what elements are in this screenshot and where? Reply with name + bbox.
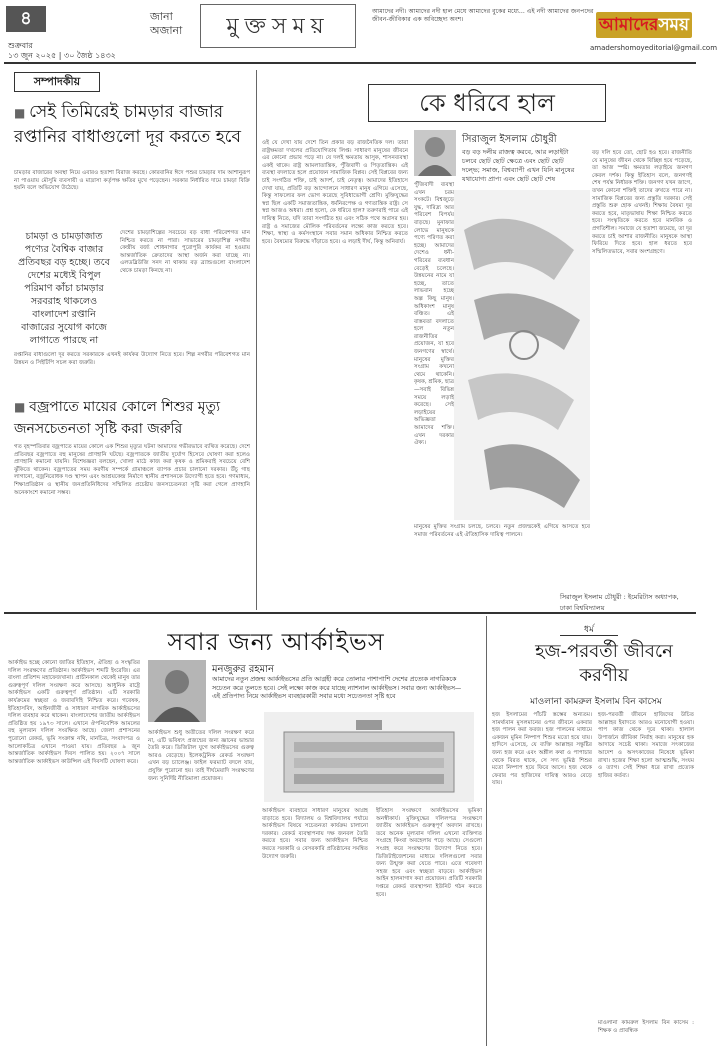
main-article-col-1: ওই যে দেখা যায় দেশে তিন প্রকার বড় রাজনৈতিক দল। তারা রাষ্ট্রক্ষমতা দখলের প্রতিযোগিতায় লিপ্ত। সাধারণ মানুষের জীবনে এর কোনো প্রভাব পড়ে না। যে দলই ক্ষমতায় আসুক, শাসনব্যবস্থা একই থাকে। রাষ্ট্র আমলাতান্ত্রিক, পুঁজিবাদী ও পিতৃতান্ত্রিক। এই ব্যবস্থা বদলাতে হলে প্রয়োজন সামাজিক বিপ্লব। সেই বিপ্লবের জন্য চাই সংগঠিত শক্তি, চাই আদর্শ, চাই নেতৃত্ব। আমাদের ইতিহাসে দেখা যায়, প্রতিটি বড় আন্দোলনে সাধারণ মানুষ এগিয়ে এসেছে, কিন্তু সাফল্যের ফল ভোগ করেছে সুবিধাভোগী শ্রেণি। মুক্তিযুদ্ধের স্বপ্ন ছিল একটি সমাজতান্ত্রিক, ধর্মনিরপেক্ষ ও গণতান্ত্রিক রাষ্ট্র। সে স্বপ্ন আজও অধরা। প্রশ্ন হলো, কে ধরিবে হাল? তরুণরাই পারে এই দায়িত্ব নিতে, যদি তারা সংগঠিত হয় এবং সঠিক পথে অগ্রসর হয়। রাষ্ট্র ও সমাজের মৌলিক পরিবর্তনের লক্ষ্যে কাজ করতে হবে। শিক্ষা, স্বাস্থ্য ও কর্মসংস্থানে সবার সমান অধিকার নিশ্চিত করতে হবে। বৈষম্যের বিরুদ্ধে দাঁড়াতে হবে। এ লড়াই দীর্ঘ, কিন্তু অনিবার্য। <box>262 140 408 245</box>
editorial-body-4: গত বৃহস্পতিবার বজ্রপাতে মায়ের কোলে এক শিশুর মৃত্যুর ঘটনা আমাদের গভীরভাবে ব্যথিত করেছে। দেশে প্রতিবছর বজ্রপাতে বহু মানুষের প্রাণহানি ঘটছে। বজ্রপাতকে জাতীয় দুর্যোগ হিসেবে ঘোষণা করা হলেও প্রাণহানি কমানো যায়নি। বিশেষজ্ঞরা বলছেন, খোলা মাঠে কাজ করা কৃষক ও শ্রমিকরাই সবচেয়ে বেশি ঝুঁকিতে থাকেন। বজ্রপাতের সময় করণীয় সম্পর্কে গ্রামাঞ্চলে ব্যাপক প্রচার চালানো দরকার। উঁচু গাছ লাগানো, বজ্রনিরোধক দণ্ড স্থাপন এবং আশ্রয়কেন্দ্র নির্মাণে স্থানীয় প্রশাসনকে উদ্যোগী হতে হবে। গণমাধ্যম, শিক্ষাপ্রতিষ্ঠান ও স্থানীয় জনপ্রতিনিধিদের সম্মিলিত প্রচেষ্টায় জনসচেতনতা সৃষ্টি করা গেলে প্রাণহানি অনেকাংশে কমানো সম্ভব। <box>14 444 250 496</box>
archives-col-3: আর্কাইভস ব্যবহারে সাধারণ মানুষের আগ্রহ বাড়াতে হবে। বিদ্যালয় ও বিশ্ববিদ্যালয় পর্যায়ে আর্কাইভস বিষয়ে সচেতনতা কার্যক্রম চালানো দরকার। রেকর্ড ব্যবস্থাপনায় দক্ষ জনবল তৈরি করতে হবে। সবার জন্য আর্কাইভস নিশ্চিত করতে সরকারি ও বেসরকারি প্রতিষ্ঠানের সমন্বিত উদ্যোগ জরুরি। <box>262 808 368 860</box>
section-title: মুক্তসময় <box>200 4 356 48</box>
archives-headline: সবার জন্য আর্কাইভস <box>167 628 385 656</box>
page-header <box>0 0 717 64</box>
religion-author: মাওলানা কামরুল ইসলাম বিন কাসেম <box>530 697 662 707</box>
logo-part1: আমাদের <box>599 15 659 35</box>
square-bullet-icon: ■ <box>14 400 30 414</box>
person-silhouette-icon <box>414 130 456 176</box>
main-article-byline: সিরাজুল ইসলাম চৌধুরী : ইমেরিটাস অধ্যাপক, ঢাকা বিশ্ববিদ্যালয় <box>560 593 679 612</box>
hands-illustration <box>454 190 590 520</box>
archives-author: মনজুরুর রহমান <box>212 664 274 675</box>
column-divider <box>486 616 487 1046</box>
editorial-headline <box>14 100 250 149</box>
archives-author-photo <box>148 660 206 722</box>
page-number: ৪ <box>6 6 46 32</box>
religion-author-footer: মাওলানা কামরুল ইসলাম বিন কাসেম : শিক্ষক ও প্রাবন্ধিক <box>598 1020 694 1034</box>
editorial-email[interactable]: amadershomoyeditorial@gmail.com <box>590 44 717 52</box>
main-article-col-3: বড় দলি হবে তো, ছোট হও হবে। রাজনীতি যে মানুষের জীবন থেকে বিচ্ছিন্ন হয়ে পড়েছে, তা আজ স্পষ্ট। ক্ষমতার লড়াইয়ে জনগণ কেবল দর্শক। কিন্তু ইতিহাস বলে, জনগণই শেষ পর্যন্ত নির্ধারক শক্তি। জনগণ যখন জাগে, তখন কোনো শক্তিই তাদের রুখতে পারে না। সামাজিক বিপ্লবের জন্য প্রস্তুতি দরকার। সেই প্রস্তুতি শুরু হোক এখনই। শিক্ষায় বৈষম্য দূর করতে হবে, মাতৃভাষায় শিক্ষা নিশ্চিত করতে হবে। সংস্কৃতিকে করতে হবে মানবিক ও প্রগতিশীল। সমাজে যে হতাশা জমেছে, তা দূর করতে চাই আশার রাজনীতি। মানুষকে আস্থা ফিরিয়ে দিতে হবে। হাল ধরতে হবে সম্মিলিতভাবে, সবার অংশগ্রহণে। <box>592 150 692 255</box>
archives-col-4: ইতিহাস সংরক্ষণে আর্কাইভসের ভূমিকা অনস্বীকার্য। মুক্তিযুদ্ধের দলিলপত্র সংরক্ষণে জাতীয় আর্কাইভস গুরুত্বপূর্ণ অবদান রাখছে। তবে অনেক মূল্যবান দলিল এখনো ব্যক্তিগত সংগ্রহে কিংবা অবহেলায় পড়ে আছে। সেগুলো সংগ্রহ করে সংরক্ষণের উদ্যোগ নিতে হবে। ডিজিটাইজেশনের মাধ্যমে দলিলগুলো সবার জন্য উন্মুক্ত করা যেতে পারে। এতে গবেষণা সহজ হবে এবং স্বচ্ছতা বাড়বে। আর্কাইভস আইন হালনাগাদ করা প্রয়োজন। প্রতিটি সরকারি দপ্তরে রেকর্ড ব্যবস্থাপনা ইউনিট গঠন করতে হবে। <box>376 808 482 898</box>
author-photo <box>414 130 456 176</box>
editorial-body-3: রপ্তানির বাধাগুলো দূর করতে সরকারকে এখনই কার্যকর উদ্যোগ নিতে হবে। শিল্প নগরীর পরিবেশগত মান উন্নয়ন ও সিইটিপি সচল করা জরুরি। <box>14 352 250 366</box>
editorial-tag: সম্পাদকীয় <box>14 72 100 92</box>
header-divider <box>4 62 696 64</box>
religion-tag: ধর্ম <box>560 622 618 636</box>
editorial-body-1: চামড়ার বাজারের অবস্থা নিয়ে এবারও হতাশা বিরাজ করছে। কোরবানির ঈদে পশুর চামড়ার দাম আশানুরূপ না পাওয়ায় মৌসুমি ব্যবসায়ী ও মাদ্রাসা কর্তৃপক্ষ ক্ষতির মুখে পড়েছেন। সরকার নির্ধারিত দামে চামড়া বিক্রি হয়নি বলে অভিযোগ উঠেছে। <box>14 170 250 192</box>
editorial-body-2: দেশের চামড়াশিল্পের সবচেয়ে বড় বাধা পরিবেশগত মান নিশ্চিত করতে না পারা। সাভারের চামড়াশিল্প নগরীর কেন্দ্রীয় বর্জ্য শোধনাগার পুরোপুরি কার্যকর না হওয়ায় আন্তর্জাতিক ক্রেতাদের আস্থা অর্জন করা যাচ্ছে না। এলডব্লিউজি সনদ না থাকায় বড় ব্র্যান্ডগুলো বাংলাদেশ থেকে চামড়া কিনছে না। <box>120 230 250 274</box>
main-article-headline: কে ধরিবে হাল <box>368 84 606 122</box>
header-note: আমাদের নদী। আমাদের নদী হাল মেঘে আমাদের বুকের মধ্যে... এই নদী আমাদের জনপদের জীবন-জীবিকার এক অবিচ্ছেদ্য অংশ। <box>372 8 594 23</box>
date: ১৩ জুন ২০২৫ | ৩০ জৈষ্ঠ ১৪৩২ <box>8 51 116 60</box>
square-bullet-icon: ■ <box>14 106 30 120</box>
file-drawer-illustration <box>264 712 474 802</box>
editorial-headline-text: সেই তিমিরেই চামড়ার বাজার রপ্তানির বাধাগুলো দূর করতে হবে <box>14 102 241 147</box>
main-article-deck: বড় বড় দলীয় রাজত্ব করবে, আর লড়াইটা চলবে ছোট ছোট ক্ষেত্রে এবং ছোট ছোট দল্ভে; সমাজ, বিশ্বব্যাপী এখন যিনি মানুষের যথাযোগ্য প্রাপ্য এবং ছোট ছোট শেষ <box>462 148 575 183</box>
person-silhouette-icon <box>148 660 206 722</box>
editorial-pull-quote: চামড়া ও চামড়াজাত পণ্যের বৈশ্বিক বাজার প্রতিবছর বড় হচ্ছে। তবে দেশের মধ্যেই বিপুল পরিমাণ কাঁচা চামড়ার সরবরাহ থাকলেও বাংলাদেশ রপ্তানি বাজারের সুযোগ কাজে লাগাতে পারছে না <box>18 231 110 346</box>
archives-col-2: আর্কাইভস শুধু অতীতের দলিল সংরক্ষণ করে না, এটি ভবিষ্যৎ প্রজন্মের জন্য জ্ঞানের ভান্ডার তৈরি করে। ডিজিটাল যুগে আর্কাইভসের গুরুত্ব আরও বেড়েছে। ইলেকট্রনিক রেকর্ড সংরক্ষণ এখন বড় চ্যালেঞ্জ। ফাইল ফরম্যাট বদলে যায়, প্রযুক্তি পুরোনো হয়। তাই দীর্ঘমেয়াদি সংরক্ষণের জন্য সুনির্দিষ্ট নীতিমালা প্রয়োজন। <box>148 730 254 782</box>
main-article-col-2b: মানুষের মুক্তির সংগ্রাম চলছে, চলবে। নতুন প্রজন্মকেই এগিয়ে আসতে হবে সমাজ পরিবর্তনের এই ঐতিহাসিক দায়িত্ব পালনে। <box>414 524 590 538</box>
archives-col-1: আর্কাইভ হচ্ছে কোনো জাতির ইতিহাস, ঐতিহ্য ও সংস্কৃতির দলিল সংরক্ষণের প্রতিষ্ঠান। আর্কাইভস শব্দটি ইংরেজি। এর বাংলা প্রতিশব্দ মহাফেজখানা। প্রাচীনকাল থেকেই মানুষ তার গুরুত্বপূর্ণ দলিল সংরক্ষণ করে আসছে। আধুনিক রাষ্ট্রে আর্কাইভস একটি গুরুত্বপূর্ণ প্রতিষ্ঠান। এটি সরকারি কার্যক্রমের স্বচ্ছতা ও জবাবদিহি নিশ্চিত করে। গবেষক, ইতিহাসবিদ, আইনজীবী ও সাধারণ নাগরিক আর্কাইভসের দলিল ব্যবহার করে থাকেন। বাংলাদেশের জাতীয় আর্কাইভস প্রতিষ্ঠিত হয় ১৯৭৩ সালে। এখানে ঔপনিবেশিক আমলের বহু মূল্যবান দলিল সংরক্ষিত আছে। জেলা প্রশাসনের পুরোনো রেকর্ড, ভূমি সংক্রান্ত নথি, মানচিত্র, সংবাদপত্র ও আলোকচিত্র এখানে পাওয়া যায়। প্রতিবছর ৯ জুন আন্তর্জাতিক আর্কাইভস দিবস পালিত হয়। ২০০৭ সালে আন্তর্জাতিক আর্কাইভস কাউন্সিল এই দিবসটি ঘোষণা করে। <box>8 660 140 765</box>
religion-col-2: হজ-পরবর্তী জীবনে হাজিদের উচিত আল্লাহর ইবাদতে আরও মনোযোগী হওয়া। পাপ কাজ থেকে দূরে থাকা। হালাল উপার্জনে জীবিকা নির্বাহ করা। মানুষের হক আদায়ে সচেষ্ট থাকা। সমাজে সৎকাজের আদেশ ও অসৎকাজের নিষেধে ভূমিকা রাখা। হজের শিক্ষা হলো আত্মশুদ্ধি, সংযম ও ত্যাগ। সেই শিক্ষা ধরে রাখা প্রত্যেক হাজির কর্তব্য। <box>598 712 694 779</box>
ajana-label: অজানা <box>150 24 183 37</box>
weekday: শুক্রবার <box>8 41 33 50</box>
editorial-subheadline <box>14 396 250 440</box>
religion-col-1: হজ ইসলামের পাঁচটি স্তম্ভের অন্যতম। সামর্থ্যবান মুসলমানের ওপর জীবনে একবার হজ পালন করা ফরজ। হজ পালনের মাধ্যমে একজন মুমিন নিষ্পাপ শিশুর মতো হয়ে যায়। হাদিসে এসেছে, যে ব্যক্তি আল্লাহর সন্তুষ্টির জন্য হজ করে এবং অশ্লীল কথা ও পাপাচার থেকে বিরত থাকে, সে সদ্য ভূমিষ্ঠ শিশুর মতো নিষ্পাপ হয়ে ফিরে আসে। হজ থেকে ফেরার পর হাজিদের দায়িত্ব আরও বেড়ে যায়। <box>492 712 592 787</box>
jana-label: জানা <box>150 10 173 23</box>
editorial-subheadline-text: বজ্রপাতে মায়ের কোলে শিশুর মৃত্যু জনসচেতনতা সৃষ্টি করা জরুরি <box>14 399 221 437</box>
newspaper-logo[interactable] <box>596 12 692 38</box>
section-divider <box>4 612 696 614</box>
archives-deck: আমাদের নতুন প্রজন্ম আর্কাইভসের প্রতি আগ্রহী করে তোলার পাশাপাশি দেশের প্রত্যেক নাগরিককে সচেতন করে তুলতে হবে। সেই লক্ষ্যে কাজ করে যাচ্ছে ন্যাশনাল আর্কাইভস। সবার জন্য আর্কাইভস—এই প্রতিপাদ্য নিয়ে আর্কাইভস ব্যবহারকারী সবার মধ্যে সচেতনতা সৃষ্টি হবে <box>212 676 462 701</box>
religion-headline: হজ-পরবর্তী জীবনে করণীয় <box>535 641 673 686</box>
main-article-author: সিরাজুল ইসলাম চৌধুরী <box>462 134 557 145</box>
column-divider <box>256 70 257 610</box>
logo-part2: সময় <box>658 15 689 35</box>
main-article-col-2: পুঁজিবাদী ব্যবস্থা এখন চরম সংকটে। বিশ্বজুড়ে যুদ্ধ, দারিদ্র্য আর পরিবেশ বিপর্যয় বাড়ছে। মুনাফার লোভে মানুষকে পণ্যে পরিণত করা হচ্ছে। আমাদের দেশেও ধনী-গরিবের ব্যবধান বেড়েই চলেছে। উন্নয়নের নামে যা হচ্ছে, তাতে লাভবান হচ্ছে অল্প কিছু মানুষ। অধিকাংশ মানুষ বঞ্চিত। এই বাস্তবতা বদলাতে হলে নতুন রাজনীতির প্রয়োজন, যা হবে জনগণের স্বার্থে। মানুষের মুক্তির সংগ্রাম কখনো থেমে থাকেনি। কৃষক, শ্রমিক, ছাত্র—সবাই বিভিন্ন সময়ে লড়াই করেছে। সেই লড়াইয়ের অভিজ্ঞতা আমাদের শক্তি। এখন দরকার ঐক্য। <box>414 182 454 447</box>
